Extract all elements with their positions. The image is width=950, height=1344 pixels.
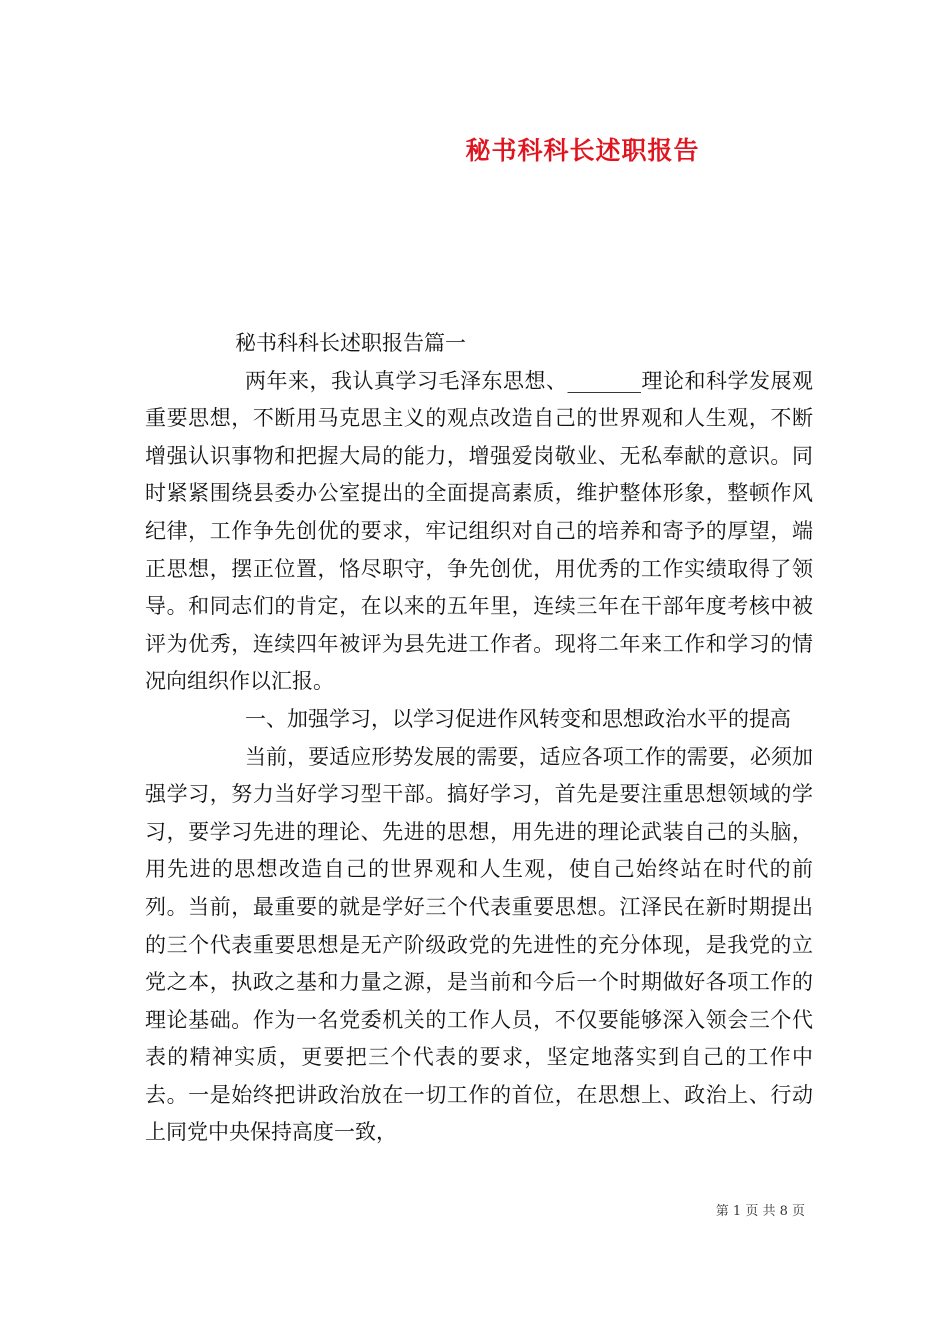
section-subtitle: 秘书科科长述职报告篇一 xyxy=(235,331,466,355)
paragraph-study: 当前，要适应形势发展的需要，适应各项工作的需要，必须加强学习，努力当好学习型干部。搞好学习，首先是要注重思想领域的学习，要学习先进的理论、先进的思想，用先进的理论武装自己的头脑，用先进的思想改造自己的世界观和人生观，使自己始终站在时代的前列。当前，最重要的就是学好三个代表重要思想。江泽民在新时期提出的三个代表重要思想是无产阶级政党的先进性的充分体现，是我党的立党之本，执政之基和力量之源，是当前和今后一个时期做好各项工作的理论基础。作为一名党委机关的工作人员，不仅要能够深入领会三个代表的精神实质，更要把三个代表的要求，坚定地落实到自己的工作中去。一是始终把讲政治放在一切工作的首位，在思想上、政治上、行动上同党中央保持高度一致， xyxy=(145,744,813,1145)
section-heading-1: 一、加强学习，以学习促进作风转变和思想政治水平的提高 xyxy=(245,706,791,731)
document-title: 秘书科科长述职报告 xyxy=(465,136,700,165)
page-number-footer: 第 1 页 共 8 页 xyxy=(715,1204,805,1219)
document-body xyxy=(145,325,813,1152)
paragraph-intro: 两年来，我认真学习毛泽东思想、_______理论和科学发展观重要思想，不断用马克思主义的观点改造自己的世界观和人生观，不断增强认识事物和把握大局的能力，增强爱岗敬业、无私奉献的意识。同时紧紧围绕县委办公室提出的全面提高素质，维护整体形象，整顿作风纪律，工作争先创优的要求，牢记组织对自己的培养和寄予的厚望，端正思想，摆正位置，恪尽职守，争先创优，用优秀的工作实绩取得了领导。和同志们的肯定，在以来的五年里，连续三年在干部年度考核中被评为优秀，连续四年被评为县先进工作者。现将二年来工作和学习的情况向组织作以汇报。 xyxy=(145,368,813,694)
